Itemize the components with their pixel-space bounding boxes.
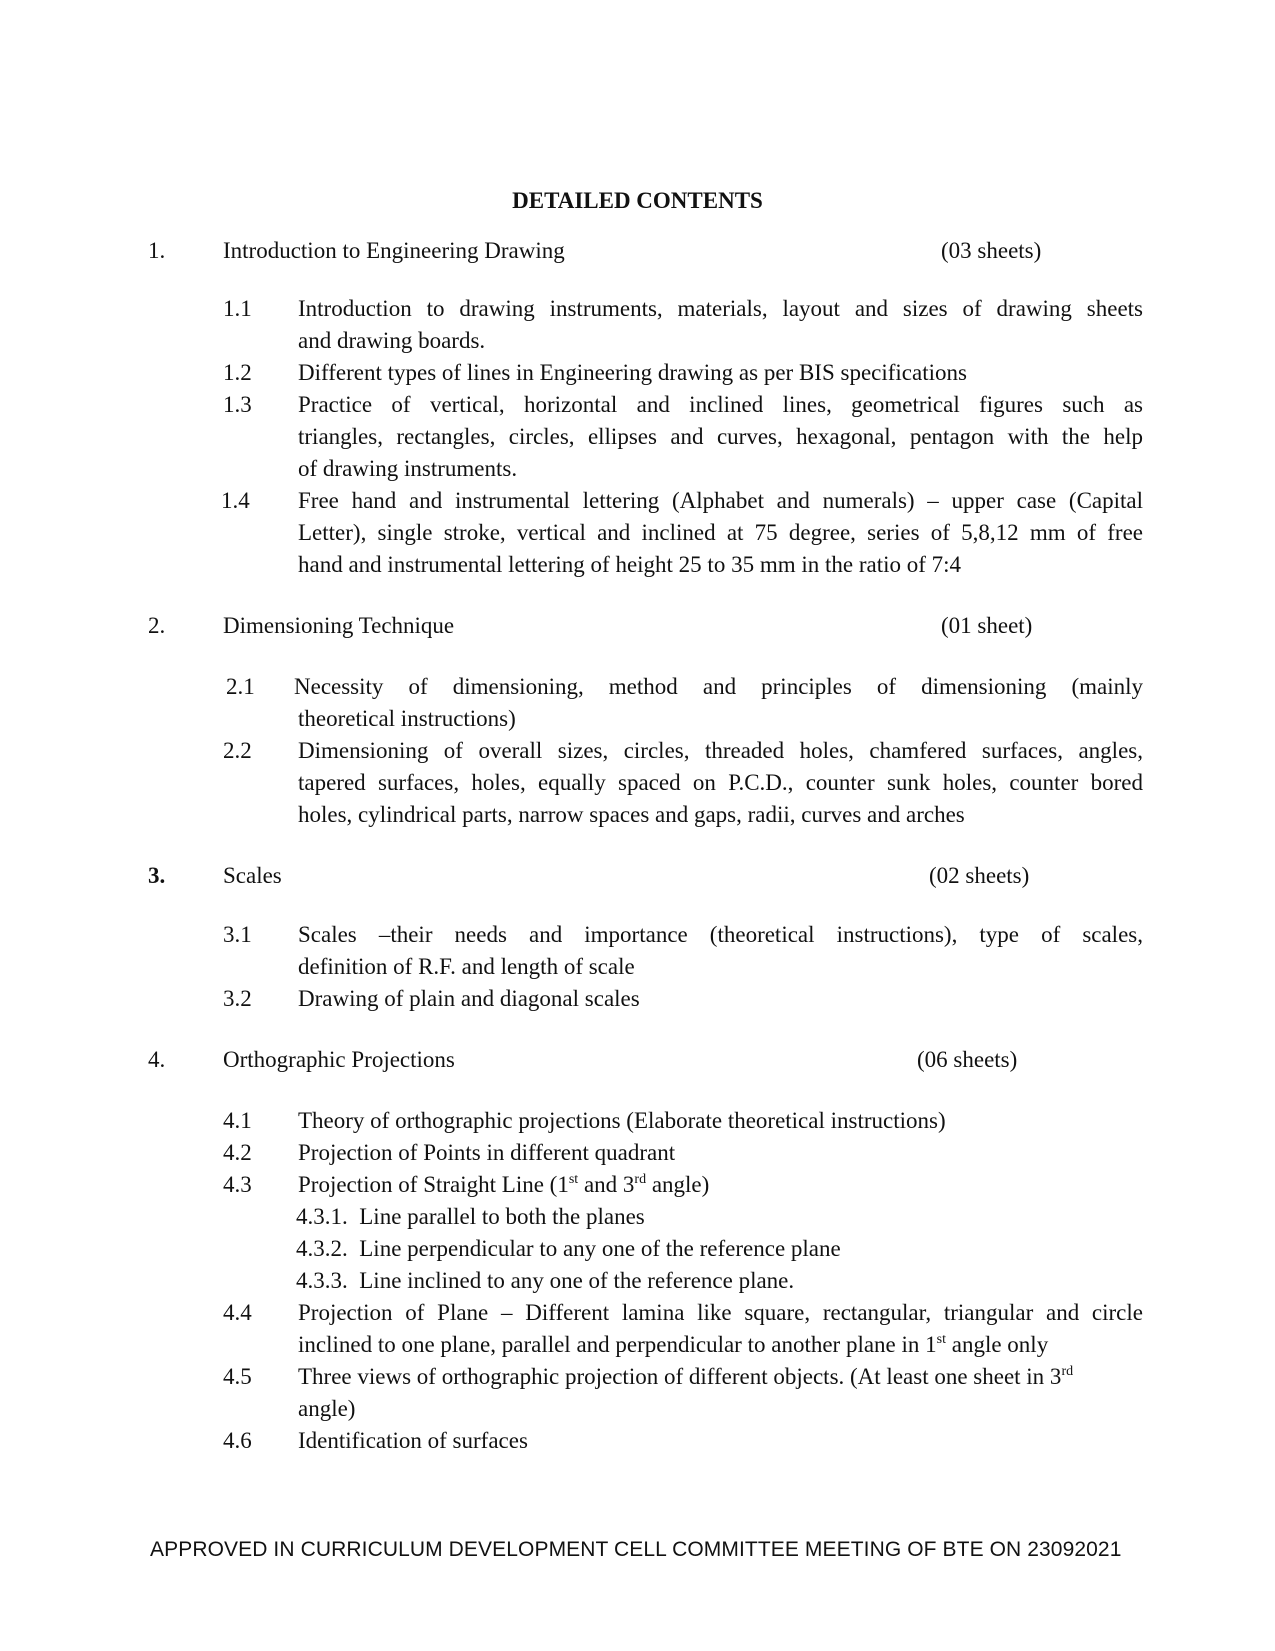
subitem bbox=[296, 1265, 794, 1298]
item-text: Dimensioning of overall sizes, circles, threaded holes, chamfered surfaces, angles, bbox=[298, 738, 1143, 763]
item-text: Introduction to drawing instruments, materials, layout and sizes of drawing sheets bbox=[298, 296, 1143, 321]
item-text: angle) bbox=[298, 1396, 356, 1421]
item-text: holes, cylindrical parts, narrow spaces and gaps, radii, curves and arches bbox=[298, 802, 965, 827]
item-text: Letter), single stroke, vertical and inclined at 75 degree, series of 5,8,12 mm of free bbox=[298, 520, 1143, 545]
item-text: tapered surfaces, holes, equally spaced on P.C.D., counter sunk holes, counter bored bbox=[298, 770, 1143, 795]
section-title: Dimensioning Technique bbox=[223, 613, 455, 638]
item-text: Theory of orthographic projections (Elaborate theoretical instructions) bbox=[298, 1108, 946, 1133]
section-number: 4. bbox=[148, 1047, 166, 1072]
item-number: 4.6 bbox=[223, 1428, 252, 1453]
item-number: 1.3 bbox=[223, 392, 252, 417]
section-number: 1. bbox=[148, 238, 166, 263]
item-text: hand and instrumental lettering of height 25 to 35 mm in the ratio of 7:4 bbox=[298, 552, 962, 577]
item-number: 1.4 bbox=[221, 488, 250, 513]
section-title: Introduction to Engineering Drawing bbox=[223, 238, 565, 263]
item-text: inclined to one plane, parallel and perpendicular to another plane in 1st angle only bbox=[298, 1332, 1049, 1357]
subitem-text: Line parallel to both the planes bbox=[359, 1204, 645, 1229]
item-text: Three views of orthographic projection of different objects. (At least one sheet in 3rd bbox=[298, 1364, 1074, 1389]
item-text: Identification of surfaces bbox=[298, 1428, 528, 1453]
section-sheets: (02 sheets) bbox=[929, 863, 1030, 888]
subitem bbox=[296, 1201, 645, 1234]
item-text: triangles, rectangles, circles, ellipses and curves, hexagonal, pentagon with the help bbox=[298, 424, 1143, 449]
item-number: 1.2 bbox=[223, 360, 252, 385]
item-text: Free hand and instrumental lettering (Alphabet and numerals) – upper case (Capital bbox=[298, 488, 1143, 513]
item-number: 3.1 bbox=[223, 922, 252, 947]
approval-footer: APPROVED IN CURRICULUM DEVELOPMENT CELL COMMITTEE MEETING OF BTE ON 23092021 bbox=[150, 1538, 1122, 1561]
item-text: Practice of vertical, horizontal and inclined lines, geometrical figures such as bbox=[298, 392, 1143, 417]
subitem-number: 4.3.3. bbox=[296, 1268, 348, 1293]
item-number: 4.5 bbox=[223, 1364, 252, 1389]
subitem bbox=[296, 1233, 841, 1266]
section-sheets: (03 sheets) bbox=[941, 238, 1042, 263]
item-number: 2.1 bbox=[226, 674, 255, 699]
item-text: Necessity of dimensioning, method and principles of dimensioning (mainly bbox=[294, 674, 1143, 699]
item-text: theoretical instructions) bbox=[298, 706, 516, 731]
subitem-number: 4.3.2. bbox=[296, 1236, 348, 1261]
item-number: 4.3 bbox=[223, 1172, 252, 1197]
item-text: Different types of lines in Engineering drawing as per BIS specifications bbox=[298, 360, 967, 385]
item-number: 2.2 bbox=[223, 738, 252, 763]
item-text: Projection of Plane – Different lamina like square, rectangular, triangular and circle bbox=[298, 1300, 1143, 1325]
section-sheets: (01 sheet) bbox=[941, 613, 1033, 638]
section-number: 3. bbox=[148, 863, 166, 888]
subitem-number: 4.3.1. bbox=[296, 1204, 348, 1229]
subitem-text: Line inclined to any one of the reference plane. bbox=[359, 1268, 795, 1293]
item-text: of drawing instruments. bbox=[298, 456, 518, 481]
item-number: 4.4 bbox=[223, 1300, 252, 1325]
item-text: Drawing of plain and diagonal scales bbox=[298, 986, 640, 1011]
section-title: Orthographic Projections bbox=[223, 1047, 455, 1072]
item-text: Scales –their needs and importance (theoretical instructions), type of scales, bbox=[298, 922, 1143, 947]
item-number: 4.2 bbox=[223, 1140, 252, 1165]
item-text: Projection of Points in different quadrant bbox=[298, 1140, 676, 1165]
item-number: 4.1 bbox=[223, 1108, 252, 1133]
page-title: DETAILED CONTENTS bbox=[512, 188, 763, 213]
section-number: 2. bbox=[148, 613, 166, 638]
item-text: definition of R.F. and length of scale bbox=[298, 954, 635, 979]
item-text: Projection of Straight Line (1st and 3rd angle) bbox=[298, 1172, 710, 1197]
section-title: Scales bbox=[223, 863, 282, 888]
section-sheets: (06 sheets) bbox=[917, 1047, 1018, 1072]
subitem-text: Line perpendicular to any one of the reference plane bbox=[359, 1236, 841, 1261]
item-number: 3.2 bbox=[223, 986, 252, 1011]
item-text: and drawing boards. bbox=[298, 328, 486, 353]
item-number: 1.1 bbox=[223, 296, 252, 321]
